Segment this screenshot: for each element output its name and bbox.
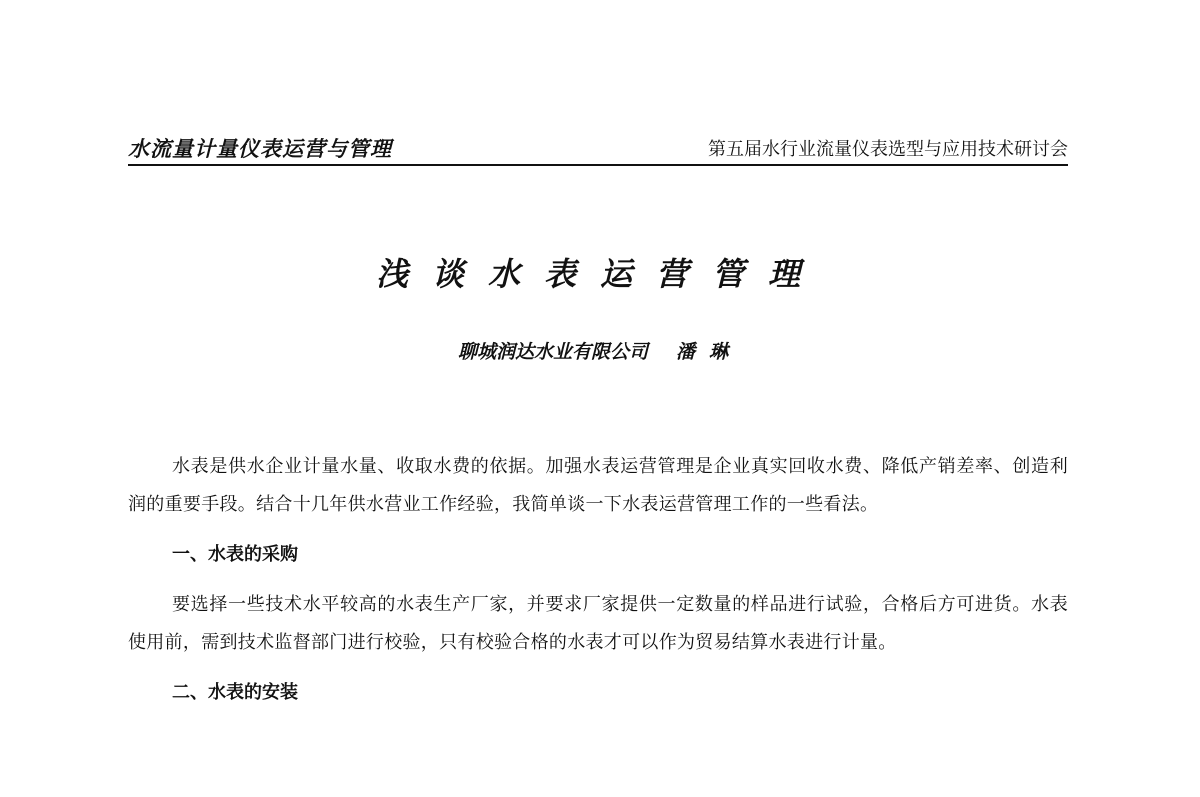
author-name: 潘琳 (676, 341, 743, 363)
author-organization: 聊城润达水业有限公司 (457, 341, 648, 363)
header-conference-title: 第五届水行业流量仪表选型与应用技术研讨会 (708, 139, 1068, 160)
section-heading-installation: 二、水表的安装 (172, 682, 298, 703)
purchase-paragraph: 要选择一些技术水平较高的水表生产厂家，并要求厂家提供一定数量的样品进行试验，合格后方可进货。水表使用前，需到技术监督部门进行校验，只有校验合格的水表才可以作为贸易结算水表进行计量。 (128, 594, 1068, 653)
section-heading-purchase: 一、水表的采购 (172, 544, 298, 565)
header-book-title: 水流量计量仪表运营与管理 (128, 137, 392, 161)
paper-body (128, 448, 1068, 724)
running-header (128, 136, 1068, 166)
intro-paragraph: 水表是供水企业计量水量、收取水费的依据。加强水表运营管理是企业真实回收水费、降低产销差率、创造利润的重要手段。结合十几年供水营业工作经验，我简单谈一下水表运营管理工作的一些看法。 (128, 456, 1068, 515)
author-line (0, 338, 1200, 366)
paper-title: 浅谈水表运营管理 (375, 255, 824, 293)
